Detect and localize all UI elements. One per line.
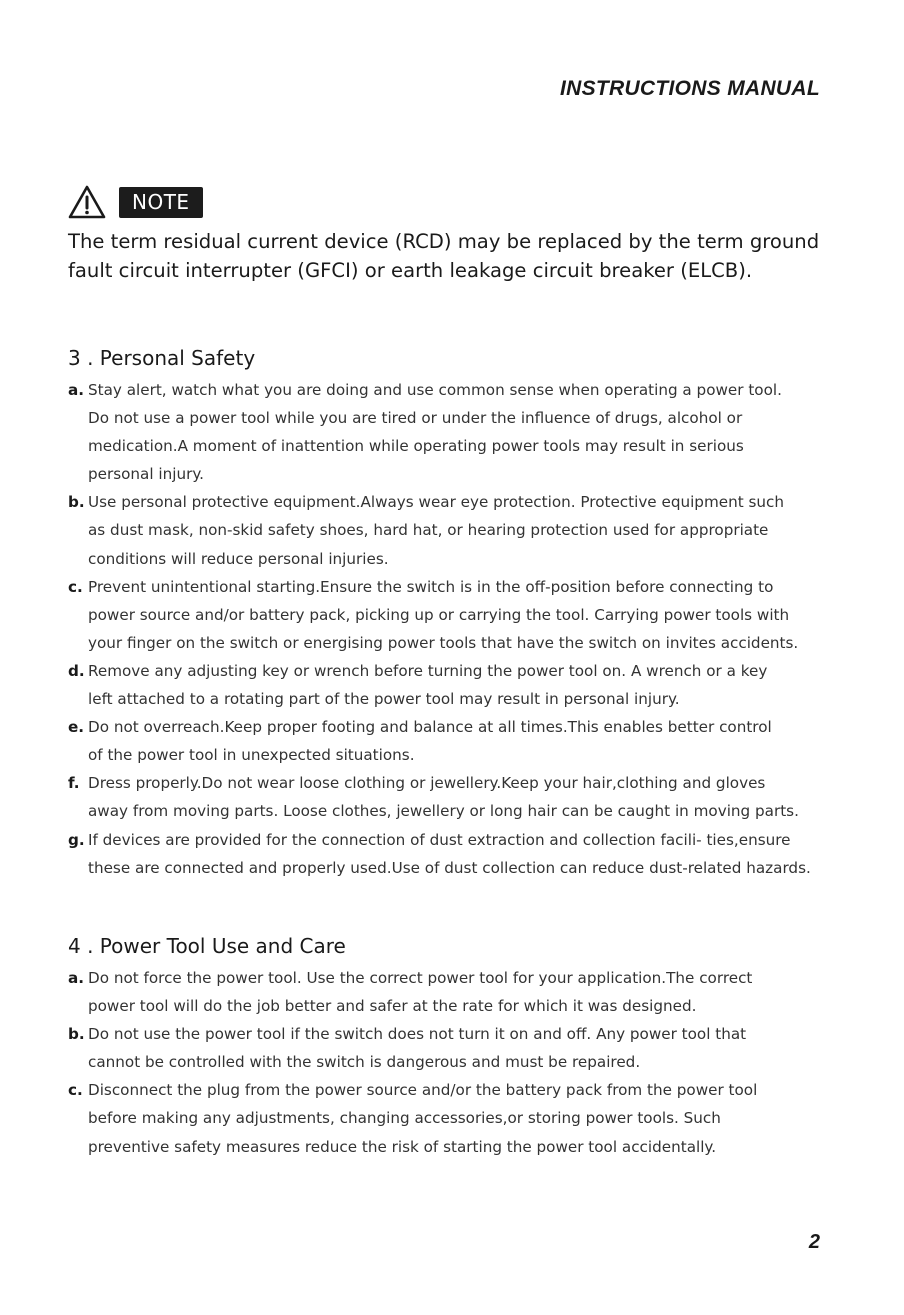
section-personal-safety — [68, 344, 828, 882]
list-item — [68, 1076, 828, 1160]
item-line: power source and/or battery pack, picking up or carrying the tool. Carrying power tools with — [88, 605, 790, 624]
item-line: away from moving parts. Loose clothes, jewellery or long hair can be caught in moving parts. — [88, 802, 799, 821]
item-letter: e. — [68, 718, 85, 737]
item-line: cannot be controlled with the switch is dangerous and must be repaired. — [88, 1053, 641, 1072]
item-letter: b. — [68, 493, 85, 512]
note-text — [68, 228, 838, 285]
item-line: Do not overreach.Keep proper footing and balance at all times.This enables better control — [88, 718, 772, 737]
list-item — [68, 1020, 828, 1076]
item-line: If devices are provided for the connection of dust extraction and collection facili- ties,ensure — [88, 830, 791, 849]
item-letter: d. — [68, 661, 85, 680]
list-item — [68, 964, 828, 1020]
item-line: Do not use the power tool if the switch does not turn it on and off. Any power tool that — [88, 1025, 747, 1044]
list-item — [68, 488, 828, 572]
list-item — [68, 826, 828, 882]
item-line: Use personal protective equipment.Always wear eye protection. Protective equipment such — [88, 493, 785, 512]
item-line: preventive safety measures reduce the risk of starting the power tool accidentally. — [88, 1137, 717, 1156]
list-item — [68, 573, 828, 657]
section-power-tool-use — [68, 932, 828, 1161]
note-text-line: fault circuit interrupter (GFCI) or earth leakage circuit breaker (ELCB). — [68, 258, 753, 282]
item-line: as dust mask, non-skid safety shoes, hard hat, or hearing protection used for appropriate — [88, 521, 769, 540]
item-line: medication.A moment of inattention while operating power tools may result in serious — [88, 437, 744, 456]
item-letter: g. — [68, 830, 85, 849]
note-text-line: The term residual current device (RCD) may be replaced by the term ground — [68, 230, 820, 253]
item-letter: a. — [68, 381, 85, 399]
list-item — [68, 376, 828, 488]
list-item — [68, 713, 828, 769]
note-header — [68, 185, 203, 219]
item-letter: a. — [68, 969, 85, 987]
item-letter: c. — [68, 1081, 83, 1100]
item-line: conditions will reduce personal injuries. — [88, 549, 389, 568]
section-title: 4 . Power Tool Use and Care — [68, 934, 346, 958]
item-line: these are connected and properly used.Use of dust collection can reduce dust-related hazards. — [88, 858, 811, 877]
item-line: power tool will do the job better and safer at the rate for which it was designed. — [88, 997, 697, 1016]
item-line: of the power tool in unexpected situations. — [88, 746, 415, 765]
item-line: personal injury. — [88, 465, 204, 484]
item-line: Dress properly.Do not wear loose clothing or jewellery.Keep your hair,clothing and gloves — [88, 774, 766, 793]
item-line: your finger on the switch or energising power tools that have the switch on invites accidents. — [88, 633, 799, 652]
item-line: left attached to a rotating part of the power tool may result in personal injury. — [88, 690, 680, 709]
warning-triangle-icon — [68, 185, 106, 219]
item-line: before making any adjustments, changing accessories,or storing power tools. Such — [88, 1109, 721, 1128]
section-title: 3 . Personal Safety — [68, 346, 256, 370]
page-number: 2 — [808, 1231, 820, 1253]
item-letter: b. — [68, 1025, 85, 1044]
item-letter: c. — [68, 577, 83, 596]
item-line: Disconnect the plug from the power source and/or the battery pack from the power tool — [88, 1081, 758, 1100]
item-line: Remove any adjusting key or wrench before turning the power tool on. A wrench or a key — [88, 661, 768, 680]
list-item — [68, 769, 828, 825]
item-letter: f. — [68, 774, 80, 793]
note-badge: NOTE — [119, 187, 203, 218]
item-line: Prevent unintentional starting.Ensure the switch is in the off-position before connecting to — [88, 577, 774, 596]
list-item — [68, 657, 828, 713]
item-line: Stay alert, watch what you are doing and use common sense when operating a power tool. — [88, 381, 782, 399]
item-line: Do not use a power tool while you are tired or under the influence of drugs, alcohol or — [88, 409, 743, 428]
manual-title: INSTRUCTIONS MANUAL — [559, 77, 820, 100]
item-line: Do not force the power tool. Use the correct power tool for your application.The correct — [88, 969, 753, 987]
